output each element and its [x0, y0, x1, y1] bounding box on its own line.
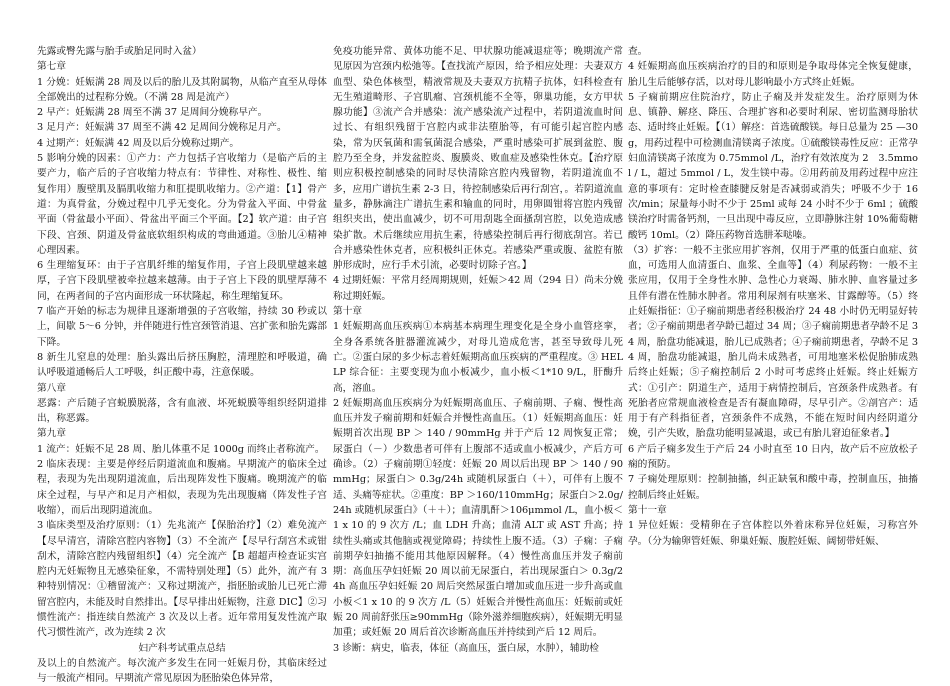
paragraph: 1 分娩：妊娠满 28 周及以后的胎儿及其附属物，从临产直至从母体全部娩出的过程称分娩。（不满 28 周是流产） [37, 76, 327, 103]
paragraph: 恶露：产后随子宫蜕膜脱落，含有血液、坏死蜕膜等组织经阴道排出，称恶露。 [37, 397, 327, 425]
paragraph: 3 足月产：妊娠满 37 周至不满 42 足周间分娩称足月产。 [37, 122, 287, 134]
paragraph: 5 影响分娩的因素：①产力：产力包括子宫收缩力（是临产后的主要产力，临产后的子宫收缩力特点有：节律性、对称性、极性、缩复作用）腹壁肌及膈肌收缩力和肛提肌收缩力。②产道：【1】骨产道：为真骨盆，分娩过程中几乎无变化。分为骨盆入平面、中骨盆平面（骨盆最小平面）、骨盆出平面三个平面。【2】软产道：由子宫下段、宫颈、阴道及骨盆底软组织构成的弯曲通道。③胎儿④精神心理因素。 [37, 153, 327, 256]
paragraph: 3 诊断：病史，临表，体征（高血压，蛋白尿，水肿），辅助检 [333, 642, 599, 654]
chapter-heading: 第八章 [37, 382, 67, 394]
text-column-left [37, 44, 327, 685]
document-title: 妇产科考试重点总结 [138, 642, 226, 654]
paragraph: 2 临床表现：主要是停经后阴道流血和腹痛。早期流产的临床全过程，表现为先出现阴道流血，后出现阵发性下腹痛。晚期流产的临床全过程，与早产和足月产相似，表现为先出现腹痛（阵发性子宫收缩），而后出现阴道流血。 [37, 459, 327, 516]
paragraph: 7 子痫处理原则：控制抽搐，纠正缺氧和酸中毒，控制血压，抽搐控制后终止妊娠。 [628, 474, 918, 501]
chapter-heading: 第十章 [333, 306, 363, 318]
paragraph: 3 临床类型及治疗原则：（1）先兆流产【保胎治疗】（2）难免流产【尽早清宫，清除宫腔内容物】（3）不全流产【尽早行刮宫术或钳刮术，清除宫腔内残留组织】（4）完全流产【B 超超声检查证实宫腔内无妊娠物且无感染征象，不需特别处理】（5）此外，流产有 3 种特别情况：①稽留流产：又称过期流产，指胚胎或胎儿已死亡滞留宫腔内，未能及时自然排出。【尽早排出妊娠物，注意 DIC】②习惯性流产：指连续自然流产 3 次及以上者。近年常用复发性流产取代习惯性流产，改为连续 2 次 [37, 520, 327, 639]
paragraph: 4 过期产：妊娠满 42 周及以后分娩称过期产。 [37, 137, 240, 149]
paragraph: 1 妊娠期高血压疾病①本病基本病理生理变化是全身小血管痉挛，全身各系统各脏器灌流减少，对母儿造成危害，甚至导致母儿死亡。②蛋白尿的多少标志着妊娠期高血压疾病的严重程度。③ HELLP 综合征：主要变现为血小板减少，血小板＜1*10 9/L，肝酶升高，溶血。 [333, 321, 623, 394]
text-column-middle [333, 44, 623, 669]
paragraph: 2 妊娠期高血压疾病分为妊娠期高血压、子痫前期、子痫、慢性高血压并发子痫前期和妊娠合并慢性高血压。（1）妊娠期高血压：妊娠期首次出现 BP ＞ 140 / 90mmHg 并于产后 12 周恢复正常；尿蛋白（－）少数患者可伴有上腹部不适或血小板减少，产后方可确诊。（2）子痫前期①轻度：妊娠 20 周以后出现 BP ＞ 140 / 90mmHg；尿蛋白＞ 0.3g/24h 或随机尿蛋白（＋），可伴有上腹不适、头痛等症状。②重度：BP ＞160/110mmHg；尿蛋白＞2.0g/24h 或随机尿蛋白》（＋＋）；血清肌酐＞106μmmol /L，血小板＜1 x 10 的 9 次方 /L；血 LDH 升高；血清 ALT 或 AST 升高；持续性头痛或其他脑或视觉障碍；持续性上腹不适。（3）子痫：子痫前期孕妇抽搐不能用其他原因解释。（4）慢性高血压并发子痫前期：高血压孕妇妊娠 20 周以前无尿蛋白，若出现尿蛋白＞ 0.3g/24h 高血压孕妇妊娠 20 周后突然尿蛋白增加或血压进一步升高或血小板＜1 x 10 的 9 次方 /L（5）妊娠合并慢性高血压：妊娠前或妊娠 20 周前舒张压≥90mmHg（除外滋养细胞疾病），妊娠期无明显加重；或妊娠 20 周后首次诊断高血压并持续到产后 12 周后。 [333, 397, 623, 639]
paragraph: 免疫功能异常、黄体功能不足、甲状腺功能减退症等；晚期流产常见原因为宫颈内松弛等。【查找流产原因，给予相应处理：夫妻双方血型、染色体核型，精液常规及夫妻双方抗精子抗体，妇科检查有无生殖道畸形、子宫肌瘤、宫颈机能不全等，卵巢功能，女方甲状腺功能】③流产合并感染：流产感染流产过程中，若阴道流血时间过长、有组织残留于宫腔内或非法堕胎等，有可能引起宫腔内感染，常为厌氧菌和需氧菌混合感染，严重时感染可扩展到盆腔、腹腔乃至全身，并发盆腔炎、腹膜炎、败血症及感染性休克。【治疗原则应积极控制感染的同时尽快清除宫腔内残留物，若阴道流血不多，应用广谱抗生素 2-3 日，待控制感染后再行刮宫，。若阴道流血量多，静脉滴注广谱抗生素和输血的同时，用卵圆钳将宫腔内残留组织夹出，使出血减少，切不可用刮匙全面搔刮宫腔，以免造成感染扩散。术后继续应用抗生素，待感染控制后再行彻底刮宫。若已合并感染性休克者，应积极纠正休克。若感染严重或腹、盆腔有脓肿形成时，应行手术引流，必要时切除子宫。】 [333, 46, 623, 272]
paragraph: 8 新生儿窒息的处理：胎头露出后挤压胸腔，清理腔和呼吸道，确认呼吸道通畅后人工呼吸，纠正酸中毒，注意保暖。 [37, 351, 327, 379]
paragraph: （3）扩容：一般不主张应用扩容剂，仅用于严重的低蛋白血症、贫血，可选用人血清蛋白、血浆、全血等】（4）利尿药物：一般不主张应用，仅用于全身性水肿、急性心力衰竭、肺水肿、血容量过多且伴有潜在性肺水肿者。常用利尿剂有呋塞米、甘露醇等。（5）终止妊娠指征：①子痫前期患者经积极治疗 24 48 小时仍无明显好转者；②子痫前期患者孕龄已超过 34 周；③子痫前期患者孕龄不足 34 周，胎盘功能减退，胎儿已成熟者；④子痫前期患者，孕龄不足 34 周，胎盘功能减退，胎儿尚未成熟者，可用地塞米松促胎肺成熟后终止妊娠；⑤子痫控制后 2 小时可考虑终止妊娠。终止妊娠方式：①引产：阴道生产，适用于病情控制后，宫颈条件成熟者。有死胎者应常规血液检查是否有凝血障碍，尽早引产。②剖宫产：适用于有产科指征者，宫颈条件不成熟，不能在短时间内经阴道分娩，引产失败，胎盘功能明显减退，或已有胎儿窘迫征象者。】 [628, 244, 918, 440]
paragraph: 1 流产：妊娠不足 28 周、胎儿体重不足 1000g 而终止者称流产。 [37, 443, 325, 455]
paragraph: 5 子痫前期应住院治疗，防止子痫及并发症发生。治疗原则为休息、镇静、解痉、降压、合理扩容和必要时利尿、密切监测母胎状态、适时终止妊娠。【（1）解痉：首选硫酸镁。每日总量为 25 —30g，用药过程中可检测血清镁离子浓度。①硫酸镁毒性反应：正常孕妇血清镁离子浓度为 0.75mmol /L，治疗有效浓度为 2 3.5mmol / L，超过 5mmol / L，发生镁中毒。②用药前及用药过程中应注意的事项有：定时检查膝腱反射是否减弱或消失；呼吸不少于 16 次/min；尿量每小时不少于 25ml 或每 24 小时不少于 6ml ；硫酸镁治疗时需备钙剂，一旦出现中毒反应，立即静脉注射 10%葡萄糖酸钙 10ml。（2）降压药物首选肼苯哒嗪。 [628, 91, 918, 241]
chapter-heading: 第七章 [37, 61, 67, 73]
paragraph: 6 产后子痫多发生于产后 24 小时直至 10 日内，故产后不应放松子痫的预防。 [628, 443, 918, 471]
paragraph: 查。 [628, 46, 648, 57]
paragraph: 1 异位妊娠：受精卵在子宫体腔以外着床称异位妊娠，习称宫外孕。（分为输卵管妊娠、卵巢妊娠、腹腔妊娠、阔韧带妊娠、 [628, 520, 918, 547]
paragraph: 及以上的自然流产。每次流产多发生在同一妊娠月份，其临床经过与一般流产相同。早期流产常见原因为胚胎染色体异常， [37, 657, 327, 685]
paragraph: 先露或臀先露与胎手或胎足同时入盆） [37, 46, 202, 57]
paragraph: 2 早产：妊娠满 28 周至不满 37 足周间分娩称早产。 [37, 107, 268, 119]
paragraph: 7 临产开始的标志为规律且逐渐增强的子宫收缩，持续 30 秒或以上，间歇 5～6 分钟，并伴随进行性宫颈管消退、宫扩张和胎先露部下降。 [37, 306, 327, 348]
paragraph: 4 过期妊娠：平常月经周期规则，妊娠＞42 周（294 日）尚未分娩称过期妊娠。 [333, 275, 623, 302]
paragraph: 4 妊娠期高血压疾病治疗的目的和原则是争取母体完全恢复健康，胎儿生后能够存活，以对母儿影响最小方式终止妊娠。 [628, 61, 918, 88]
text-column-right [628, 44, 918, 669]
chapter-heading: 第九章 [37, 428, 67, 440]
paragraph: 6 生理缩复环：由于子宫肌纤维的缩复作用，子宫上段肌壁越来越厚，子宫下段肌壁被牵拉越来越薄。由于子宫上下段的肌壁厚薄不同，在两者间的子宫内面形成一环状隆起，称生理缩复环。 [37, 260, 327, 302]
chapter-heading: 第十一章 [628, 504, 667, 516]
